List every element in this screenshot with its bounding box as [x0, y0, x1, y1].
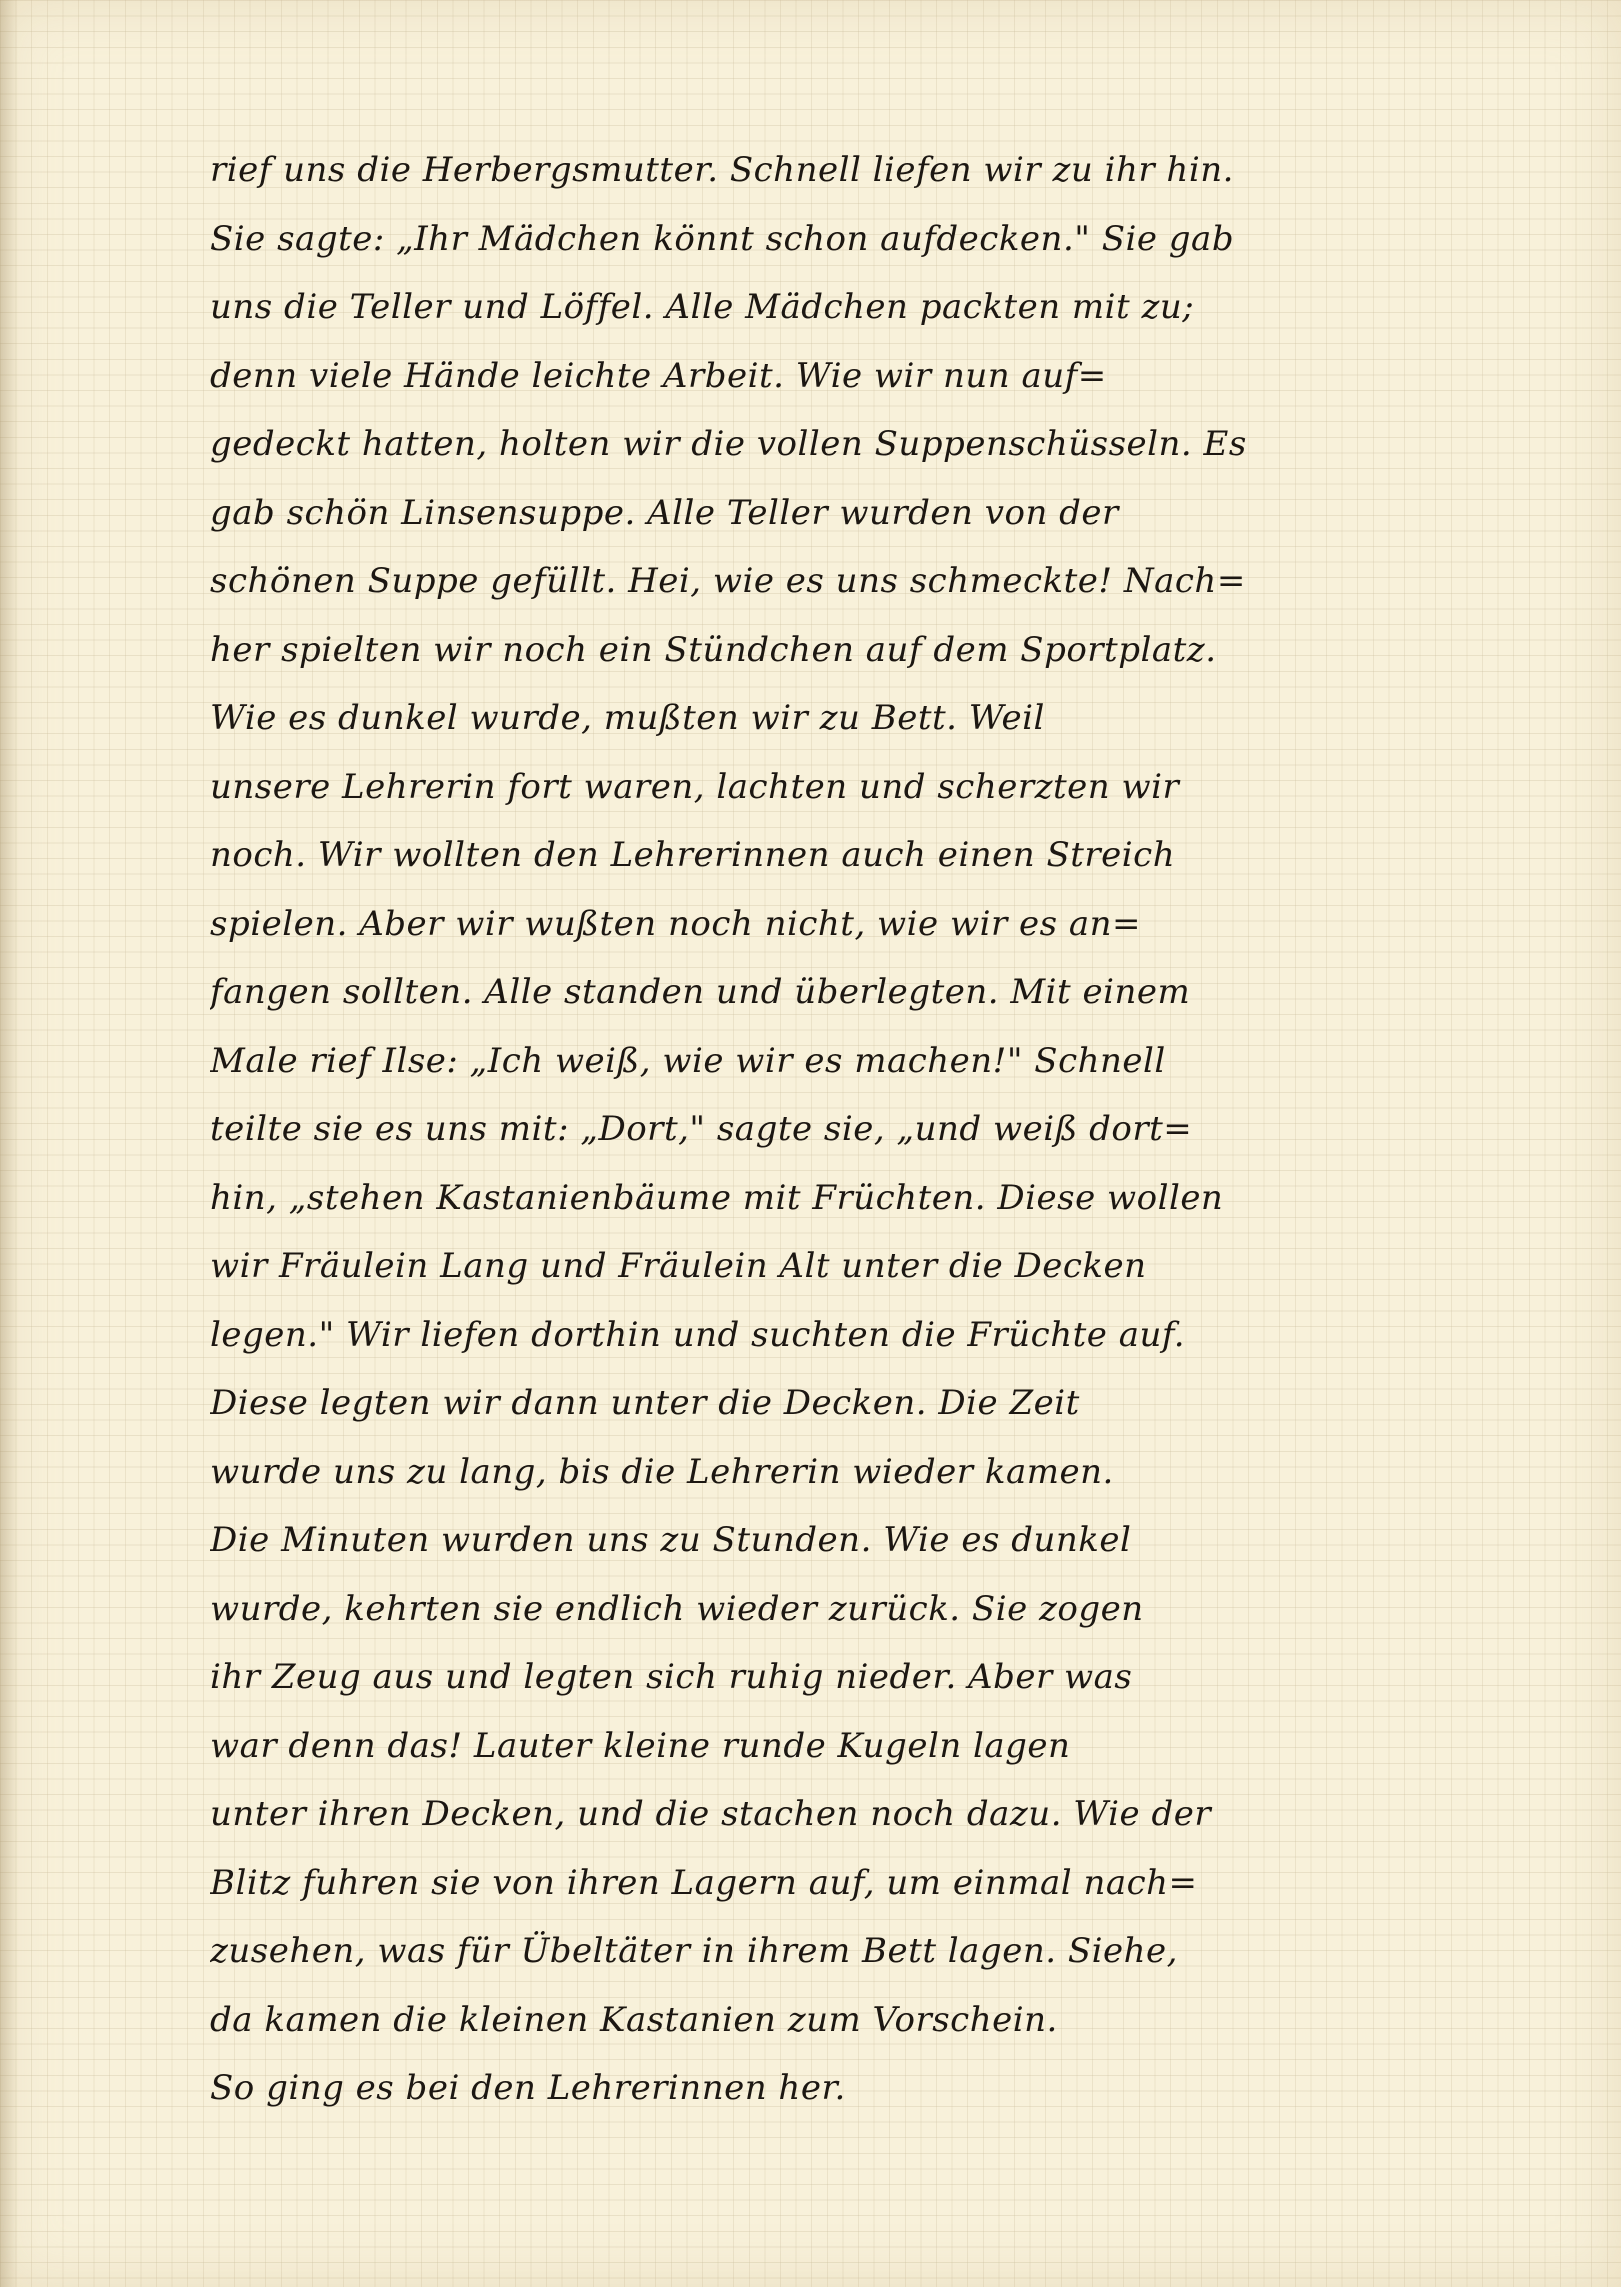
- handwritten-line-16: hin, „stehen Kastanienbäume mit Früchten. Diese wollen: [210, 1177, 1224, 1218]
- handwritten-line-3: uns die Teller und Löffel. Alle Mädchen packten mit zu;: [210, 287, 1195, 327]
- handwritten-line-8: her spielten wir noch ein Stündchen auf dem Sportplatz.: [210, 629, 1217, 670]
- handwritten-line-26: Blitz fuhren sie von ihren Lagern auf, um einmal nach=: [210, 1862, 1198, 1903]
- handwritten-line-27: zusehen, was für Übeltäter in ihrem Bett lagen. Siehe,: [210, 1931, 1178, 1971]
- handwritten-line-13: fangen sollten. Alle standen und überlegten. Mit einem: [210, 972, 1191, 1012]
- handwritten-line-21: Die Minuten wurden uns zu Stunden. Wie es dunkel: [210, 1520, 1132, 1560]
- handwritten-line-14: Male rief Ilse: „Ich weiß, wie wir es machen!" Schnell: [210, 1040, 1166, 1081]
- handwritten-text-block: [210, 136, 1570, 2123]
- handwritten-line-24: war denn das! Lauter kleine runde Kugeln lagen: [210, 1725, 1071, 1766]
- handwritten-line-7: schönen Suppe gefüllt. Hei, wie es uns schmeckte! Nach=: [210, 561, 1246, 601]
- handwritten-line-5: gedeckt hatten, holten wir die vollen Suppenschüsseln. Es: [210, 424, 1247, 464]
- handwritten-line-25: unter ihren Decken, und die stachen noch dazu. Wie der: [210, 1794, 1212, 1834]
- handwritten-line-18: legen." Wir liefen dorthin und suchten die Früchte auf.: [210, 1314, 1186, 1355]
- handwritten-line-4: denn viele Hände leichte Arbeit. Wie wir nun auf=: [210, 355, 1107, 396]
- handwritten-line-6: gab schön Linsensuppe. Alle Teller wurden von der: [210, 492, 1119, 533]
- handwritten-line-12: spielen. Aber wir wußten noch nicht, wie wir es an=: [210, 903, 1142, 944]
- handwritten-line-22: wurde, kehrten sie endlich wieder zurück. Sie zogen: [210, 1588, 1144, 1629]
- handwritten-line-9: Wie es dunkel wurde, mußten wir zu Bett. Weil: [210, 698, 1045, 738]
- handwritten-line-23: ihr Zeug aus und legten sich ruhig nieder. Aber was: [210, 1657, 1133, 1697]
- handwritten-line-1: rief uns die Herbergsmutter. Schnell liefen wir zu ihr hin.: [210, 150, 1234, 190]
- handwritten-line-17: wir Fräulein Lang und Fräulein Alt unter die Decken: [210, 1246, 1147, 1286]
- handwritten-line-15: teilte sie es uns mit: „Dort," sagte sie, „und weiß dort=: [210, 1109, 1193, 1149]
- handwritten-line-19: Diese legten wir dann unter die Decken. Die Zeit: [210, 1383, 1080, 1423]
- page-edge-shadow: [0, 0, 18, 2287]
- handwritten-line-10: unsere Lehrerin fort waren, lachten und scherzten wir: [210, 766, 1180, 807]
- handwritten-line-2: Sie sagte: „Ihr Mädchen könnt schon aufdecken." Sie gab: [210, 218, 1235, 259]
- handwritten-line-28: da kamen die kleinen Kastanien zum Vorschein.: [210, 1999, 1058, 2040]
- handwritten-line-20: wurde uns zu lang, bis die Lehrerin wieder kamen.: [210, 1451, 1114, 1492]
- handwritten-line-11: noch. Wir wollten den Lehrerinnen auch einen Streich: [210, 835, 1176, 875]
- handwritten-line-29: So ging es bei den Lehrerinnen her.: [210, 2068, 846, 2108]
